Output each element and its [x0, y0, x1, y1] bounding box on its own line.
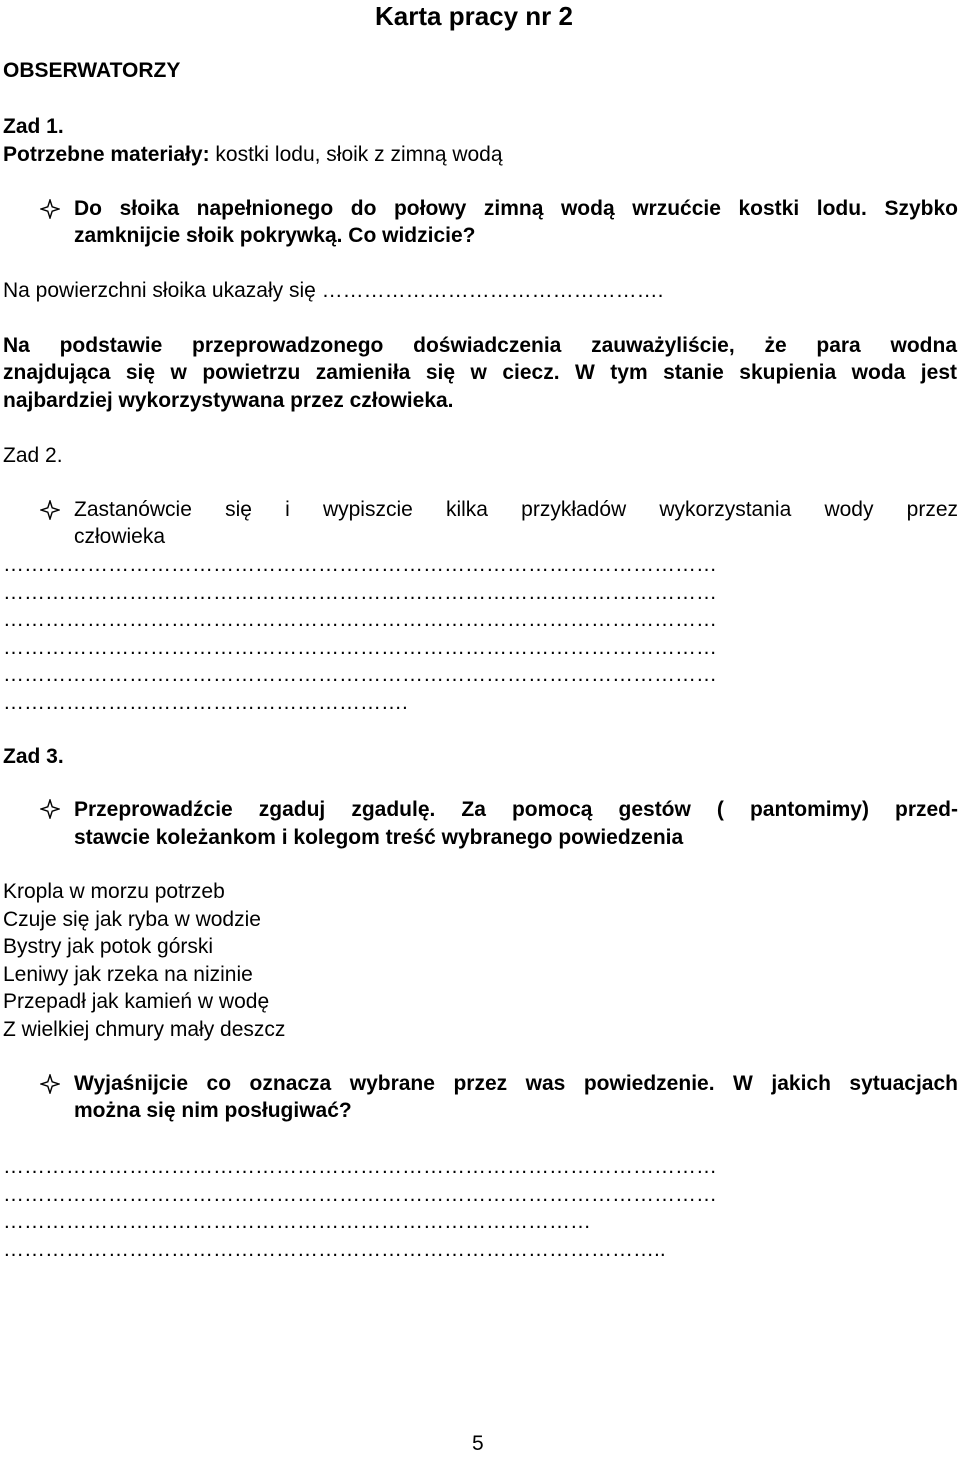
zad2-answer-line[interactable]: ………………………………………………….: [3, 691, 408, 714]
page-number: 5: [472, 1432, 484, 1455]
zad3-task-line2: stawcie koleżankom i kolegom treść wybranego powiedzenia: [74, 826, 684, 849]
page-title: Karta pracy nr 2: [375, 1, 573, 31]
saying-item: Bystry jak potok górski: [3, 935, 214, 958]
zad3-answer-line[interactable]: …………………………………………………………………………………………: [3, 1155, 717, 1178]
zad3-task-line1: Przeprowadźcie zgaduj zgadulę. Za pomocą gestów ( pantomimy) przed-: [74, 798, 958, 821]
zad2-task-line1: Zastanówcie się i wypiszcie kilka przykładów wykorzystania wody przez: [74, 498, 958, 521]
zad3-answer-line[interactable]: …………………………………………………………………………………..: [3, 1238, 666, 1261]
zad1-observation: Na powierzchni słoika ukazały się ………………………………………….: [3, 279, 664, 302]
section-heading: OBSERWATORZY: [3, 59, 181, 82]
materials-label: Potrzebne materiały:: [3, 143, 210, 166]
four-pointed-star-icon: [40, 799, 60, 819]
zad3-task2-line1: Wyjaśnijcie co oznacza wybrane przez was powiedzenie. W jakich sytuacjach: [74, 1072, 958, 1095]
zad3-task2-line2: można się nim posługiwać?: [74, 1099, 352, 1122]
zad1-conclusion-line3: najbardziej wykorzystywana przez człowieka.: [3, 389, 454, 412]
zad2-heading: Zad 2.: [3, 444, 63, 467]
zad2-answer-line[interactable]: …………………………………………………………………………………………: [3, 553, 717, 576]
saying-item: Przepadł jak kamień w wodę: [3, 990, 270, 1013]
zad3-answer-line[interactable]: …………………………………………………………………………………………: [3, 1183, 717, 1206]
zad2-task-line2: człowieka: [74, 525, 166, 548]
zad1-materials: [3, 141, 503, 168]
saying-item: Z wielkiej chmury mały deszcz: [3, 1018, 286, 1041]
zad2-answer-line[interactable]: …………………………………………………………………………………………: [3, 581, 717, 604]
zad1-task-line1: Do słoika napełnionego do połowy zimną wodą wrzućcie kostki lodu. Szybko: [74, 197, 958, 220]
saying-item: Czuje się jak ryba w wodzie: [3, 908, 261, 931]
zad2-answer-line[interactable]: …………………………………………………………………………………………: [3, 608, 717, 631]
four-pointed-star-icon: [40, 1074, 60, 1094]
zad1-task-line2: zamknijcie słoik pokrywką. Co widzicie?: [74, 224, 476, 247]
zad2-answer-line[interactable]: …………………………………………………………………………………………: [3, 663, 717, 686]
four-pointed-star-icon: [40, 500, 60, 520]
materials-text: kostki lodu, słoik z zimną wodą: [209, 143, 503, 166]
zad1-heading: Zad 1.: [3, 115, 64, 138]
zad1-conclusion-line1: Na podstawie przeprowadzonego doświadczenia zauważyliście, że para wodna: [3, 334, 957, 357]
zad1-conclusion-line2: znajdująca się w powietrzu zamieniła się w ciecz. W tym stanie skupienia woda jest: [3, 361, 957, 384]
saying-item: Leniwy jak rzeka na nizinie: [3, 963, 253, 986]
zad3-heading: Zad 3.: [3, 745, 64, 768]
saying-item: Kropla w morzu potrzeb: [3, 880, 225, 903]
four-pointed-star-icon: [40, 199, 60, 219]
zad2-answer-line[interactable]: …………………………………………………………………………………………: [3, 636, 717, 659]
zad3-answer-line[interactable]: …………………………………………………………………………: [3, 1210, 591, 1233]
